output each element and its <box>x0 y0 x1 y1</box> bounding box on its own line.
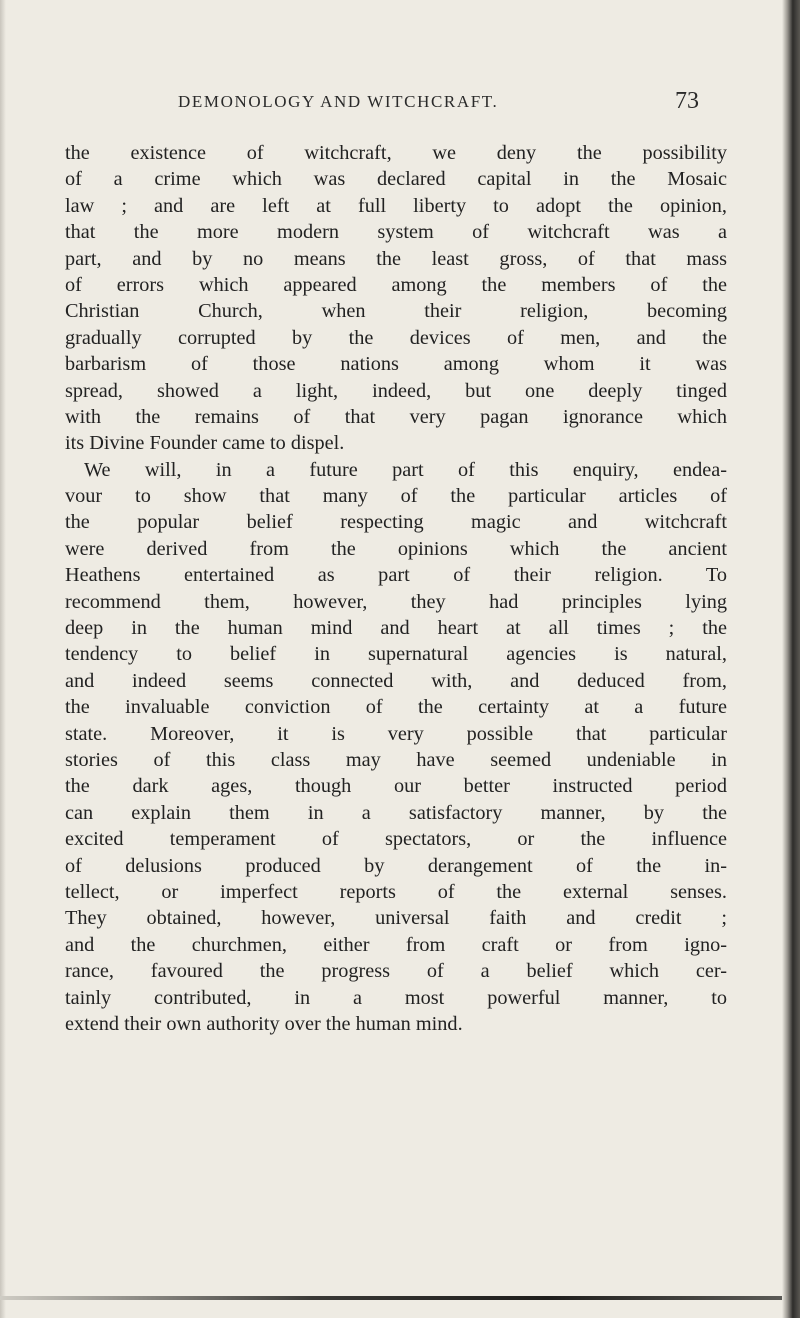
text-line: recommend them, however, they had principles lying <box>65 590 727 613</box>
text-line: tellect, or imperfect reports of the external senses. <box>65 880 727 903</box>
book-spine-edge <box>782 0 800 1318</box>
text-line: and indeed seems connected with, and deduced from, <box>65 669 727 692</box>
text-line: Heathens entertained as part of their religion. To <box>65 564 727 587</box>
page-left-shadow <box>0 0 6 1318</box>
text-line: spread, showed a light, indeed, but one deeply tinged <box>65 379 727 402</box>
text-line: They obtained, however, universal faith and credit ; <box>65 907 727 930</box>
text-line: can explain them in a satisfactory manner, by the <box>65 801 727 824</box>
text-line: Christian Church, when their religion, becoming <box>65 300 727 323</box>
text-line: the existence of witchcraft, we deny the possibility <box>65 142 727 164</box>
text-line: were derived from the opinions which the ancient <box>65 537 727 560</box>
text-line: part, and by no means the least gross, of that mass <box>65 247 727 270</box>
text-line: its Divine Founder came to dispel. <box>65 432 345 455</box>
text-line: with the remains of that very pagan ignorance which <box>65 405 727 428</box>
text-line: stories of this class may have seemed undeniable in <box>65 748 727 771</box>
text-line: and the churchmen, either from craft or from igno- <box>65 933 727 956</box>
text-line: gradually corrupted by the devices of men, and the <box>65 326 727 349</box>
page-number: 73 <box>675 88 699 114</box>
page-bottom-edge <box>0 1296 782 1300</box>
text-line: vour to show that many of the particular articles of <box>65 485 727 508</box>
paragraph-start-line: We will, in a future part of this enquiry, endea- <box>84 458 727 481</box>
text-line: of a crime which was declared capital in the Mosaic <box>65 168 727 191</box>
text-line: that the more modern system of witchcraft was a <box>65 221 727 244</box>
text-line: excited temperament of spectators, or the influence <box>65 828 727 851</box>
text-line: extend their own authority over the human mind. <box>65 1012 463 1035</box>
text-line: deep in the human mind and heart at all times ; the <box>65 617 727 640</box>
text-line: of delusions produced by derangement of the in- <box>65 854 727 877</box>
running-title: DEMONOLOGY AND WITCHCRAFT. <box>178 92 499 111</box>
text-line: tainly contributed, in a most powerful manner, to <box>65 986 727 1009</box>
body-text <box>65 140 727 1037</box>
text-line: the invaluable conviction of the certainty at a future <box>65 696 727 719</box>
text-line: rance, favoured the progress of a belief which cer- <box>65 960 727 983</box>
text-line: barbarism of those nations among whom it was <box>65 353 727 376</box>
text-line: law ; and are left at full liberty to adopt the opinion, <box>65 194 727 217</box>
text-line: tendency to belief in supernatural agencies is natural, <box>65 643 727 666</box>
text-line: the popular belief respecting magic and witchcraft <box>65 511 727 534</box>
text-line: the dark ages, though our better instructed period <box>65 775 727 798</box>
running-head <box>60 88 760 118</box>
text-line: state. Moreover, it is very possible that particular <box>65 722 727 745</box>
text-line: of errors which appeared among the members of the <box>65 273 727 296</box>
